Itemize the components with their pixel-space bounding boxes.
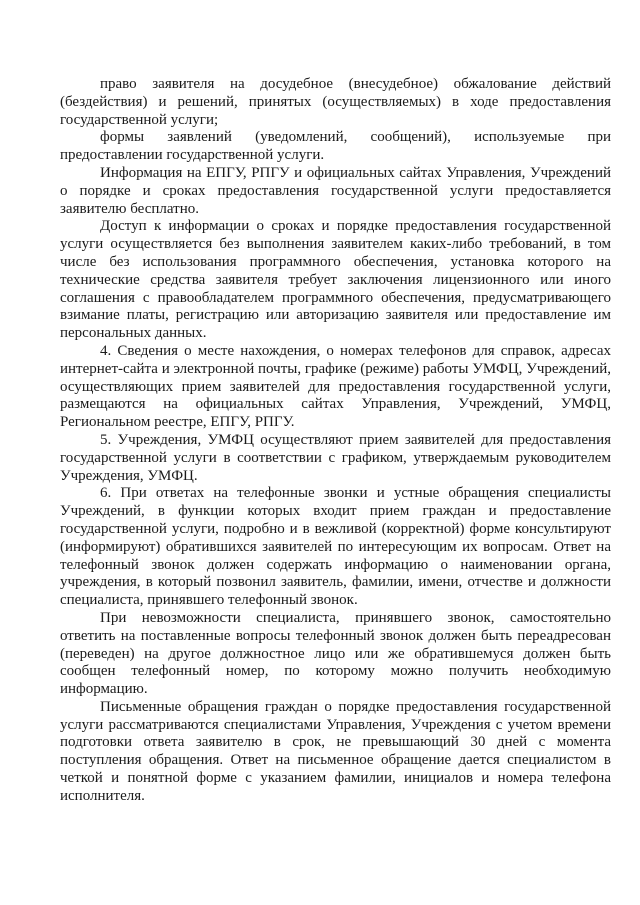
paragraph-item-4-location-info: 4. Сведения о месте нахождения, о номерах телефонов для справок, адресах интернет-сайта и электронной почты, графике (режиме) работы УМФЦ, Учреждений, осуществляющих прием заявителей для предоставления государственной услуги, размещаются на официальных сайтах Управления, Учреждений, УМФЦ, Региональном реестре, ЕПГУ, РПГУ. [60, 342, 611, 431]
paragraph-written-requests: Письменные обращения граждан о порядке предоставления государственной услуги рассматриваются специалистами Управления, Учреждения с учетом времени подготовки ответа заявителю в срок, не превышающий 30 дней с момента поступления обращения. Ответ на письменное обращение дается специалистом в четкой и понятной форме с указанием фамилии, инициалов и номера телефона исполнителя. [60, 698, 611, 804]
paragraph-item-5-reception: 5. Учреждения, УМФЦ осуществляют прием заявителей для предоставления государственной услуги в соответствии с графиком, утверждаемым руководителем Учреждения, УМФЦ. [60, 431, 611, 484]
paragraph-application-forms: формы заявлений (уведомлений, сообщений), используемые при предоставлении государственной услуги. [60, 129, 611, 164]
document-page [60, 76, 611, 806]
paragraph-item-6-phone-calls: 6. При ответах на телефонные звонки и устные обращения специалисты Учреждений, в функции которых входит прием граждан и предоставление государственной услуги, подробно и в вежливой (корректной) форме консультируют (информируют) обратившихся заявителей по интересующим их вопросам. Ответ на телефонный звонок должен содержать информацию о наименовании органа, учреждения, в который позвонил заявитель, фамилии, имени, отчестве и должности специалиста, принявшего телефонный звонок. [60, 485, 611, 609]
paragraph-call-redirect: При невозможности специалиста, принявшего звонок, самостоятельно ответить на поставленные вопросы телефонный звонок должен быть переадресован (переведен) на другое должностное лицо или же обратившемуся должен быть сообщен телефонный номер, по которому можно получить необходимую информацию. [60, 609, 611, 698]
paragraph-free-information: Информация на ЕПГУ, РПГУ и официальных сайтах Управления, Учреждений о порядке и сроках предоставления государственной услуги предоставляется заявителю бесплатно. [60, 164, 611, 217]
paragraph-appeal-right: право заявителя на досудебное (внесудебное) обжалование действий (бездействия) и решений, принятых (осуществляемых) в ходе предоставления государственной услуги; [60, 76, 611, 128]
paragraph-information-access: Доступ к информации о сроках и порядке предоставления государственной услуги осуществляется без выполнения заявителем каких-либо требований, в том числе без использования программного обеспечения, установка которого на технические средства заявителя требует заключения лицензионного или иного соглашения с правообладателем программного обеспечения, предусматривающего взимание платы, регистрацию или авторизацию заявителя или предоставление им персональных данных. [60, 218, 611, 342]
